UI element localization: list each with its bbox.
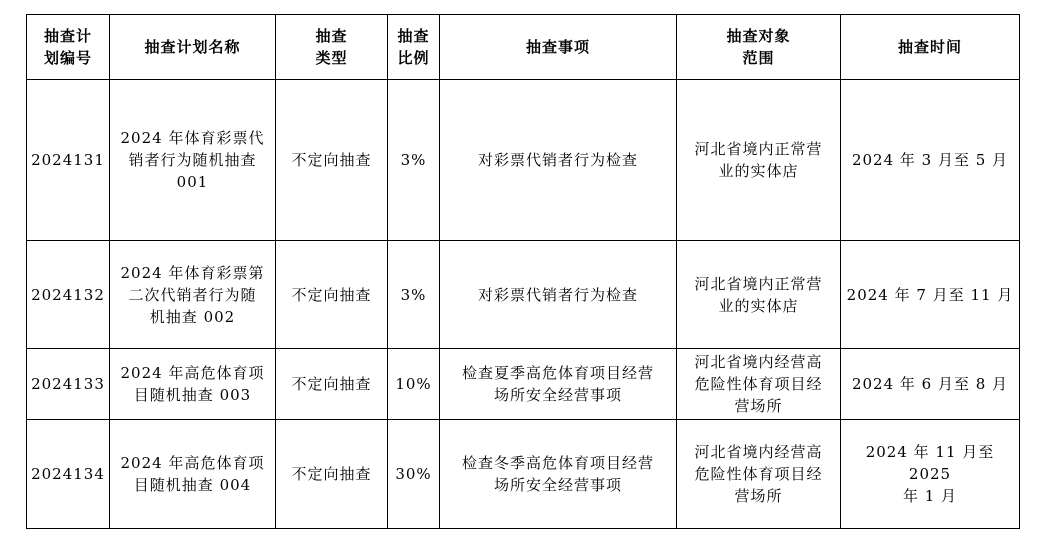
cell-check-scope: 河北省境内经营高 危险性体育项目经 营场所 <box>677 349 841 420</box>
header-plan-name: 抽查计划名称 <box>110 15 276 80</box>
header-plan-id: 抽查计 划编号 <box>27 15 110 80</box>
cell-plan-id: 2024133 <box>27 349 110 420</box>
cell-check-type: 不定向抽查 <box>276 349 388 420</box>
cell-check-type: 不定向抽查 <box>276 420 388 529</box>
cell-check-type: 不定向抽查 <box>276 241 388 349</box>
header-check-scope: 抽查对象 范围 <box>677 15 841 80</box>
cell-check-type: 不定向抽查 <box>276 80 388 241</box>
cell-check-item: 检查冬季高危体育项目经营 场所安全经营事项 <box>440 420 677 529</box>
table-row <box>27 241 1020 349</box>
cell-plan-id: 2024131 <box>27 80 110 241</box>
cell-plan-name: 2024 年体育彩票代 销者行为随机抽查 001 <box>110 80 276 241</box>
cell-check-time: 2024 年 7 月至 11 月 <box>841 241 1020 349</box>
cell-plan-id: 2024132 <box>27 241 110 349</box>
header-row <box>27 15 1020 80</box>
cell-check-scope: 河北省境内正常营 业的实体店 <box>677 80 841 241</box>
header-check-type: 抽查 类型 <box>276 15 388 80</box>
cell-check-item: 对彩票代销者行为检查 <box>440 80 677 241</box>
cell-plan-name: 2024 年高危体育项 目随机抽查 003 <box>110 349 276 420</box>
cell-check-scope: 河北省境内经营高 危险性体育项目经 营场所 <box>677 420 841 529</box>
inspection-plan-table <box>26 14 1020 529</box>
cell-check-time: 2024 年 6 月至 8 月 <box>841 349 1020 420</box>
table-row <box>27 349 1020 420</box>
cell-check-ratio: 3% <box>388 80 440 241</box>
cell-check-scope: 河北省境内正常营 业的实体店 <box>677 241 841 349</box>
cell-check-item: 检查夏季高危体育项目经营 场所安全经营事项 <box>440 349 677 420</box>
header-check-ratio: 抽查 比例 <box>388 15 440 80</box>
table-row <box>27 420 1020 529</box>
cell-check-item: 对彩票代销者行为检查 <box>440 241 677 349</box>
cell-plan-name: 2024 年体育彩票第 二次代销者行为随 机抽查 002 <box>110 241 276 349</box>
header-check-item: 抽查事项 <box>440 15 677 80</box>
cell-plan-name: 2024 年高危体育项 目随机抽查 004 <box>110 420 276 529</box>
cell-check-time: 2024 年 3 月至 5 月 <box>841 80 1020 241</box>
header-check-time: 抽查时间 <box>841 15 1020 80</box>
cell-check-ratio: 30% <box>388 420 440 529</box>
cell-check-ratio: 10% <box>388 349 440 420</box>
cell-check-ratio: 3% <box>388 241 440 349</box>
cell-plan-id: 2024134 <box>27 420 110 529</box>
cell-check-time: 2024 年 11 月至 2025 年 1 月 <box>841 420 1020 529</box>
table-row <box>27 80 1020 241</box>
